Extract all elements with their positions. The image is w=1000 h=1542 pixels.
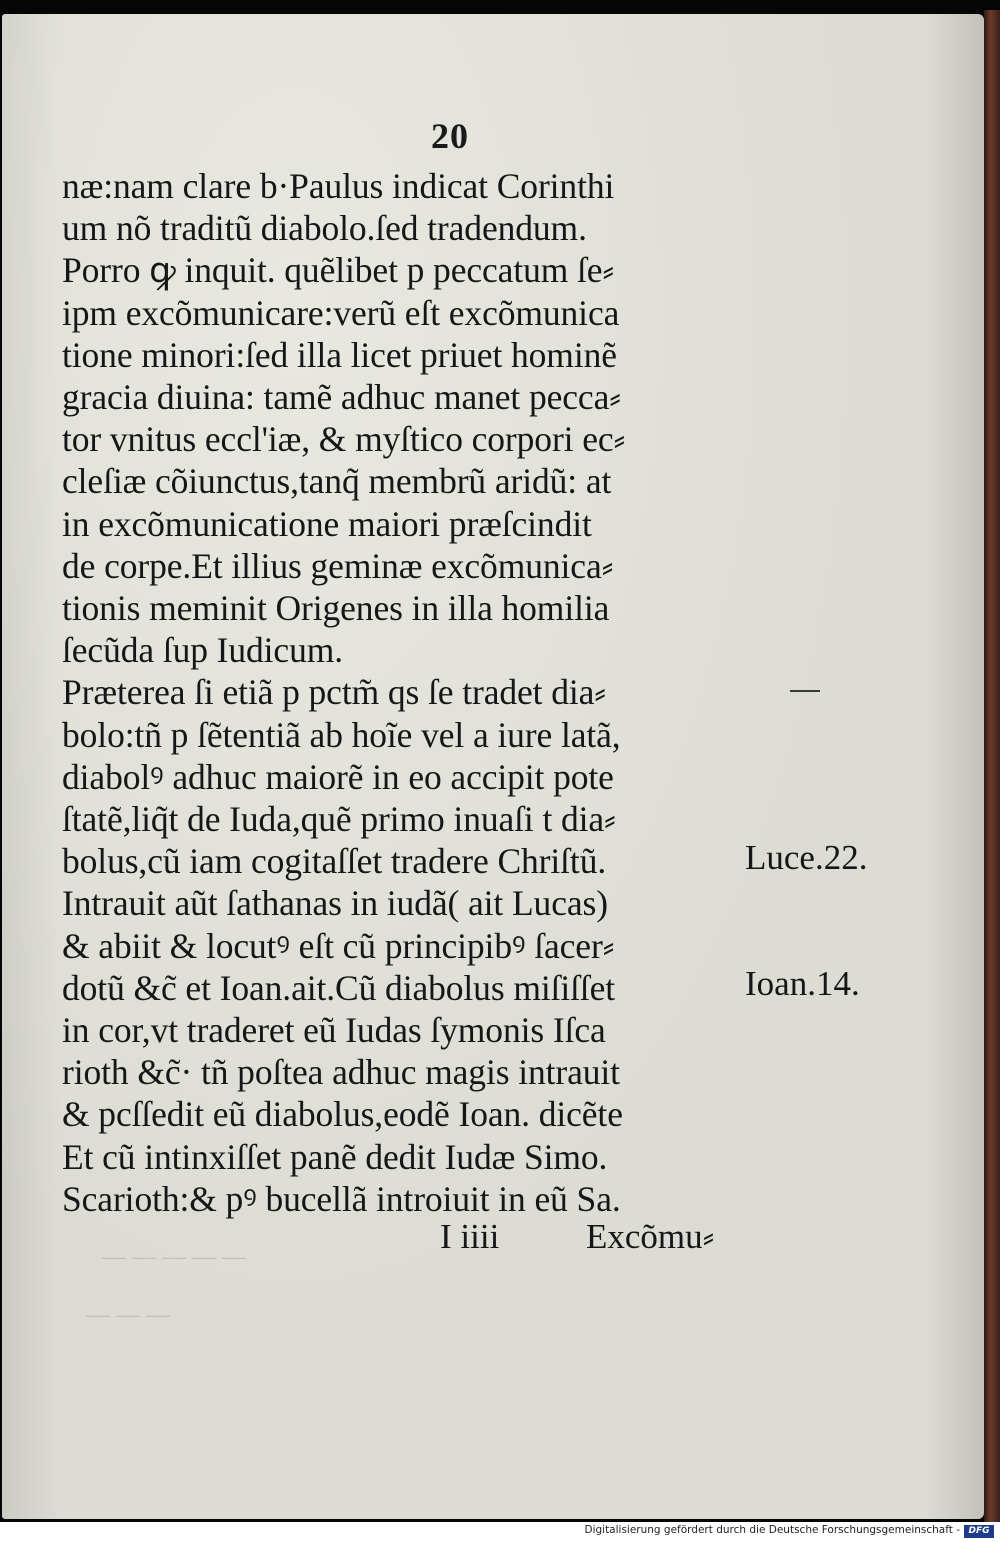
text-line: ſecũda ſup Iudicum.: [62, 630, 344, 671]
text-line: tione minori:ſed illa licet priuet hominẽ: [62, 334, 617, 375]
text-line: bolus,cũ iam cogitaſſet tradere Chriſtũ.: [62, 841, 607, 882]
text-line: tor vnitus eccl'iæ, & myſtico corpori ec⸗: [62, 419, 626, 460]
footer-bar: [0, 1522, 1000, 1542]
dfg-logo: DFG: [964, 1525, 994, 1538]
text-line: bolo:tñ p ſẽtentiã ab hoĩe vel a iure latã,: [62, 714, 621, 755]
bleed-through-text: — — —: [86, 1302, 170, 1328]
text-line: um nõ traditũ diabolo.ſed tradendum.: [62, 208, 587, 249]
text-line: Præterea ſi etiã p pctm̃ qs ſe tradet dia⸗: [62, 672, 606, 713]
text-line: & abiit & locutꝰ eſt cũ principibꝰ ſacer⸗: [62, 925, 615, 966]
text-line: & pcſſedit eũ diabolus,eodẽ Ioan. dicẽte: [62, 1094, 623, 1135]
main-text-block: [62, 165, 752, 1220]
funding-notice: Digitalisierung gefördert durch die Deutsche Forschungsgemeinschaft -: [584, 1524, 960, 1536]
text-line: de corpe.Et illius geminæ excõmunica⸗: [62, 545, 614, 586]
bleed-through-text: — — — — —: [102, 1244, 246, 1270]
text-line: gracia diuina: tamẽ adhuc manet pecca⸗: [62, 377, 621, 418]
text-line: Intrauit aũt ſathanas in iudã( ait Lucas): [62, 883, 608, 924]
text-line: tionis meminit Origenes in illa homilia: [62, 588, 610, 629]
text-line: cleſiæ cõiunctus,tanq̃ membrũ aridũ: at: [62, 461, 612, 502]
text-line: Et cũ intinxiſſet panẽ dedit Iudæ Simo.: [62, 1136, 608, 1177]
margin-note-luke: Luce.22.: [745, 838, 868, 877]
text-line: diabolꝰ adhuc maiorẽ in eo accipit pote: [62, 756, 614, 797]
text-line: rioth &c̃· tñ poſtea adhuc magis intrauit: [62, 1052, 620, 1093]
text-line: Scarioth:& pꝰ bucellã introiuit in eũ Sa.: [62, 1178, 621, 1219]
signature-mark: I iiii: [440, 1217, 500, 1256]
page-number: 20: [431, 116, 469, 156]
page-edge: [984, 10, 1000, 1522]
text-line: in excõmunicatione maiori præſcindit: [62, 503, 592, 544]
text-line: Porro ꝙ inquit. quẽlibet p peccatum ſe⸗: [62, 250, 615, 291]
margin-note-john: Ioan.14.: [745, 964, 860, 1003]
margin-dash: [790, 690, 820, 692]
text-line: næ:nam clare b·Paulus indicat Corinthi: [62, 166, 615, 206]
text-line: in cor,vt traderet eũ Iudas ſymonis Iſca: [62, 1010, 606, 1051]
text-line: dotũ &c̃ et Ioan.ait.Cũ diabolus miſiſſet: [62, 967, 616, 1008]
text-line: ipm excõmunicare:verũ eſt excõmunica: [62, 292, 620, 333]
catchword: Excõmu⸗: [586, 1217, 715, 1256]
text-line: ſtatẽ,liq̃t de Iuda,quẽ primo inuaſi t dia⸗: [62, 799, 616, 840]
